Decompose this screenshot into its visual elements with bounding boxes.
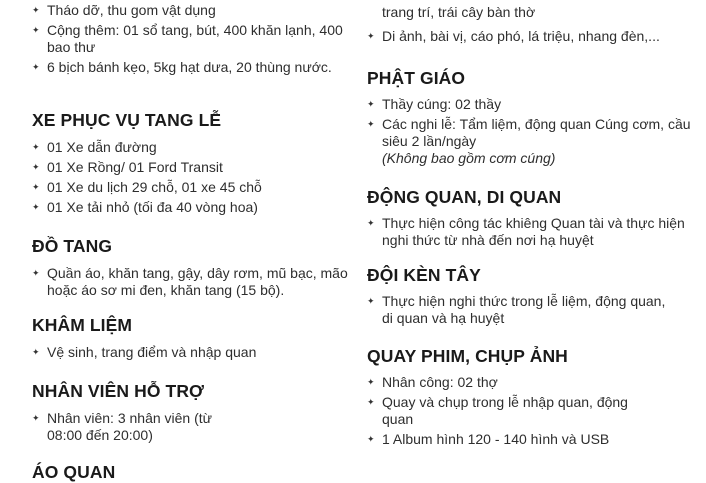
section-title: QUAY PHIM, CHỤP ẢNH bbox=[367, 346, 568, 366]
section-list bbox=[367, 293, 667, 327]
section-list bbox=[32, 139, 362, 216]
section-title: NHÂN VIÊN HỖ TRỢ bbox=[32, 381, 205, 401]
list-item-continued: trang trí, trái cây bàn thờ bbox=[382, 4, 536, 20]
bullet-icon: ✦ bbox=[32, 268, 40, 278]
list-item: ✦ Quần áo, khăn tang, gậy, dây rơm, mũ bạc, mão hoặc áo sơ mi đen, khăn tang (15 bộ). bbox=[32, 265, 348, 298]
bullet-icon: ✦ bbox=[367, 99, 375, 109]
section-list bbox=[32, 265, 362, 299]
bullet-icon: ✦ bbox=[32, 202, 40, 212]
bullet-icon: ✦ bbox=[32, 142, 40, 152]
bullet-icon: ✦ bbox=[367, 31, 375, 41]
list-item: ✦ 01 Xe du lịch 29 chỗ, 01 xe 45 chỗ bbox=[32, 179, 262, 195]
section-kham-liem bbox=[32, 314, 362, 361]
section-xe-phuc-vu bbox=[32, 109, 362, 216]
section-phat-giao bbox=[367, 67, 702, 167]
section-list bbox=[367, 96, 697, 167]
list-item: ✦ Cộng thêm: 01 sổ tang, bút, 400 khăn lạnh, 400 bao thư bbox=[32, 22, 343, 55]
section-title: PHẬT GIÁO bbox=[367, 68, 466, 88]
list-item: ✦ Các nghi lễ: Tẩm liệm, động quan Cúng cơm, cầu siêu 2 lần/ngày (Không bao gồm cơm cúng) bbox=[367, 116, 697, 167]
section-title: ĐỒ TANG bbox=[32, 236, 113, 256]
bullet-icon: ✦ bbox=[32, 162, 40, 172]
section-dong-quan-di-quan bbox=[367, 186, 702, 249]
section-title: ÁO QUAN bbox=[32, 462, 116, 482]
section-quay-phim-chup-anh bbox=[367, 345, 702, 448]
bullet-icon: ✦ bbox=[367, 397, 375, 407]
bullet-icon: ✦ bbox=[367, 119, 375, 129]
bullet-icon: ✦ bbox=[32, 347, 40, 357]
list-item: ✦ Nhân viên: 3 nhân viên (từ 08:00 đến 20:00) bbox=[32, 410, 213, 443]
note-text: (Không bao gồm cơm cúng) bbox=[382, 150, 556, 166]
list-item: ✦ 01 Xe Rồng/ 01 Ford Transit bbox=[32, 159, 223, 175]
section-title: ĐỘNG QUAN, DI QUAN bbox=[367, 187, 562, 207]
list-item: ✦ Nhân công: 02 thợ bbox=[367, 374, 498, 390]
bullet-icon: ✦ bbox=[32, 413, 40, 423]
bullet-icon: ✦ bbox=[367, 377, 375, 387]
bullet-icon: ✦ bbox=[367, 434, 375, 444]
bullet-icon: ✦ bbox=[32, 182, 40, 192]
section-do-tang bbox=[32, 235, 362, 299]
section-doi-ken-tay bbox=[367, 264, 702, 327]
list-item: ✦ Thực hiện nghi thức trong lễ liệm, động quan, di quan và hạ huyệt bbox=[367, 293, 666, 326]
list-item: ✦ Thầy cúng: 02 thầy bbox=[367, 96, 502, 112]
list-item: ✦ Quay và chụp trong lễ nhập quan, động quan bbox=[367, 394, 628, 427]
section-title: XE PHỤC VỤ TANG LỄ bbox=[32, 110, 222, 130]
list-item: ✦ Vệ sinh, trang điểm và nhập quan bbox=[32, 344, 257, 360]
list-item: ✦ 6 bịch bánh kẹo, 5kg hạt dưa, 20 thùng nước. bbox=[32, 59, 332, 75]
list-item: ✦ Thực hiện công tác khiêng Quan tài và thực hiện nghi thức từ nhà đến nơi hạ huyệt bbox=[367, 215, 685, 248]
list-item: ✦ 01 Xe tải nhỏ (tối đa 40 vòng hoa) bbox=[32, 199, 258, 215]
section-nhan-vien-ho-tro bbox=[32, 380, 362, 444]
right-top-list bbox=[367, 4, 702, 45]
left-top-list-block bbox=[32, 2, 362, 76]
list-item: ✦ Di ảnh, bài vị, cáo phó, lá triệu, nhang đèn,... bbox=[367, 28, 660, 44]
section-title: KHÂM LIỆM bbox=[32, 315, 133, 335]
section-title: ĐỘI KÈN TÂY bbox=[367, 265, 481, 285]
section-list bbox=[32, 344, 362, 361]
list-item: ✦ Tháo dỡ, thu gom vật dụng bbox=[32, 2, 216, 18]
list-item: ✦ 1 Album hình 120 - 140 hình và USB bbox=[367, 431, 610, 447]
left-top-list bbox=[32, 2, 362, 76]
right-top-list-block bbox=[367, 4, 702, 45]
bullet-icon: ✦ bbox=[32, 5, 40, 15]
bullet-icon: ✦ bbox=[367, 296, 375, 306]
section-list bbox=[367, 215, 702, 249]
bullet-icon: ✦ bbox=[32, 62, 40, 72]
section-list bbox=[32, 410, 232, 444]
section-ao-quan bbox=[32, 461, 362, 483]
section-list bbox=[367, 374, 637, 448]
list-item: ✦ 01 Xe dẫn đường bbox=[32, 139, 157, 155]
bullet-icon: ✦ bbox=[367, 218, 375, 228]
bullet-icon: ✦ bbox=[32, 25, 40, 35]
